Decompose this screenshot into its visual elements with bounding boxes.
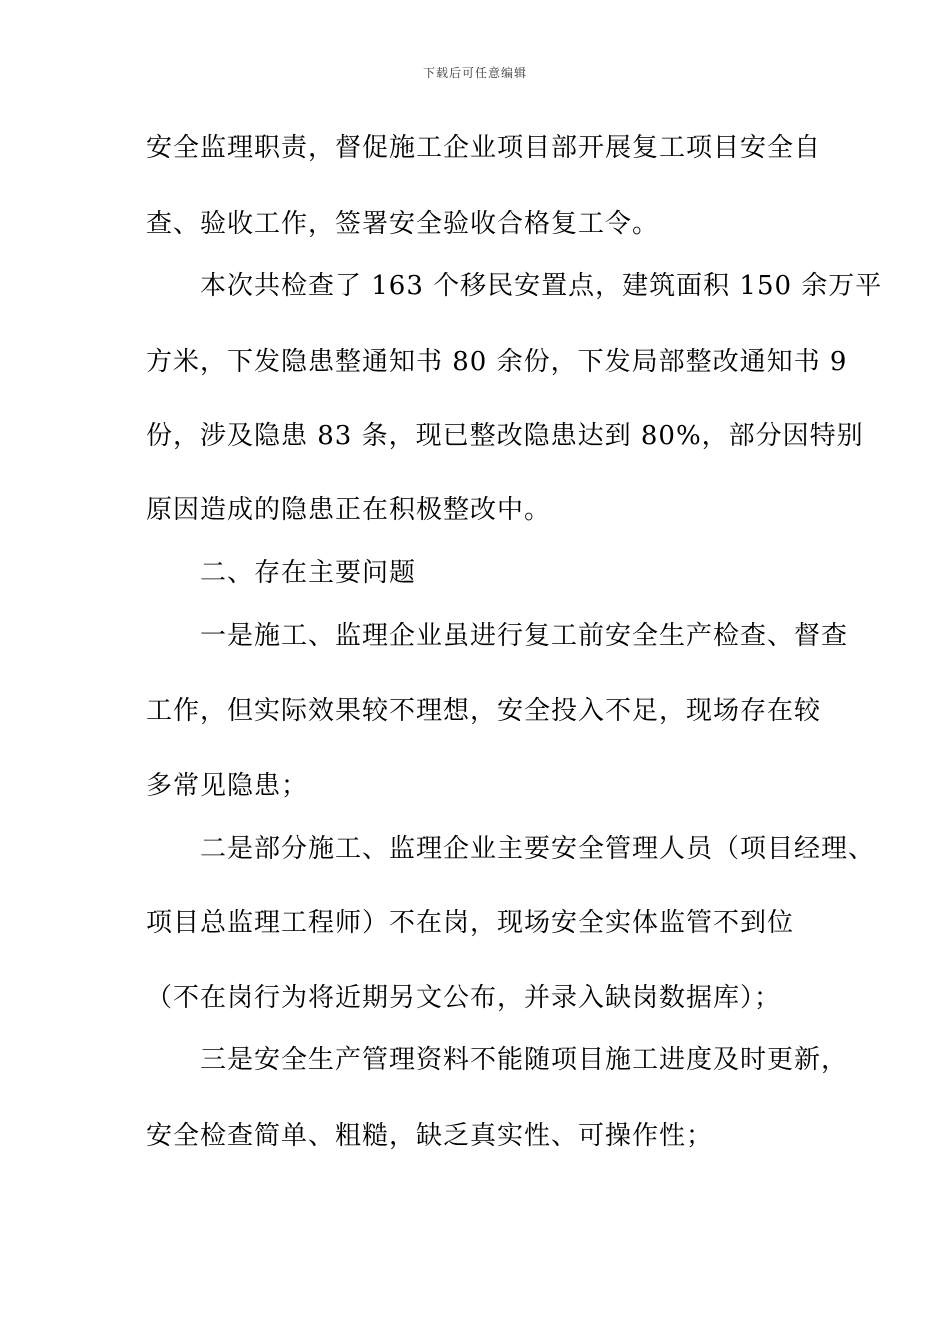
line-10: 多常见隐患；	[146, 771, 309, 801]
line-1: 安全监理职责，督促施工企业项目部开展复工项目安全自	[146, 133, 822, 163]
line-15: 安全检查简单、粗糙，缺乏真实性、可操作性；	[146, 1121, 714, 1151]
line-4: 方米，下发隐患整通知书 80 余份，下发局部整改通知书 9	[146, 347, 848, 377]
line-2: 查、验收工作，签署安全验收合格复工令。	[146, 209, 660, 239]
line-14: 三是安全生产管理资料不能随项目施工进度及时更新，	[146, 1045, 849, 1075]
line-13: （不在岗行为将近期另文公布，并录入缺岗数据库）；	[146, 983, 782, 1013]
header-note: 下载后可任意编辑	[422, 66, 527, 80]
section-heading: 二、存在主要问题	[146, 558, 417, 588]
line-9: 工作，但实际效果较不理想，安全投入不足，现场存在较	[146, 696, 822, 726]
line-6: 原因造成的隐患正在积极整改中。	[146, 495, 552, 525]
line-3: 本次共检查了 163 个移民安置点，建筑面积 150 余万平	[146, 271, 883, 301]
line-8: 一是施工、监理企业虽进行复工前安全生产检查、督查	[146, 621, 849, 651]
line-5: 份，涉及隐患 83 条，现已整改隐患达到 80%，部分因特别	[146, 421, 864, 451]
line-11: 二是部分施工、监理企业主要安全管理人员（项目经理、	[146, 834, 876, 864]
line-12: 项目总监理工程师）不在岗，现场安全实体监管不到位	[146, 908, 795, 938]
